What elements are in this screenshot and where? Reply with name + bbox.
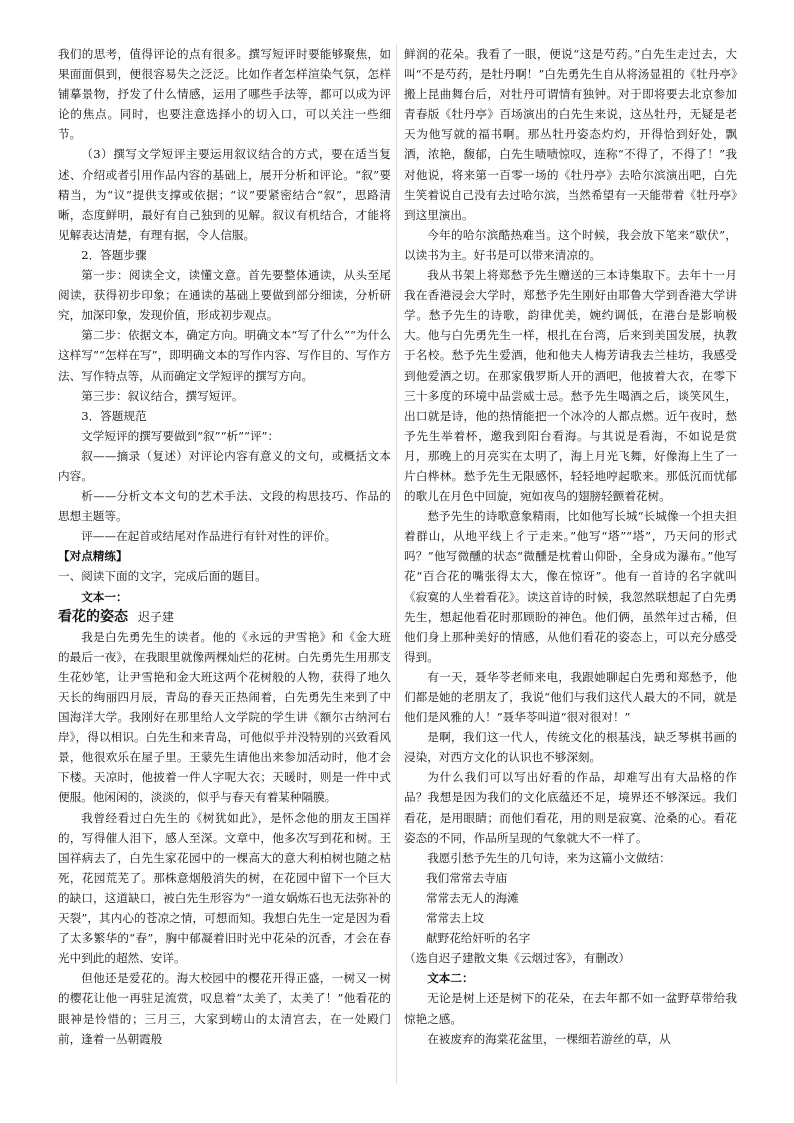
paragraph: 我从书架上将郑愁予先生赠送的三本诗集取下。去年十一月我在香港浸会大学时，郑愁予先生刚好由耶鲁大学到香港大学讲学。愁予先生的诗歌，韵律优美，婉约调低，在港台是影响极大。他与白先勇先生一样，根扎在台湾，后来到美国发展，执教于名校。愁予先生爱酒，他和他夫人梅芳请我去兰桂坊，我感受到他爱酒之切。在那家俄罗斯人开的酒吧，他披着大衣，在零下三十多度的环境中品尝威士忌。愁予先生喝酒之后，谈笑风生，出口就是诗，他的热情能把一个冰冷的人都点燃。近午夜时，愁予先生举着杯，邀我到阳台看海。与其说是看海，不如说是赏月，那晚上的月亮实在太明了，海上月光飞舞，好像海上生了一片白桦林。愁予先生无限感怀，轻轻地哼起歌来。那低沉而忧郁的歌儿在月色中回旋，宛如夜鸟的翅膀轻颤着花树。 — [404, 268, 737, 504]
paragraph: 我是白先勇先生的读者。他的《永远的尹雪艳》和《金大班的最后一夜》，在我眼里就像两棵灿烂的花树。白先勇先生用那支生花妙笔，让尹雪艳和金大班这两个花树般的人物，获得了地久天长的绚丽四月辰，青岛的春天正热闹着，白先勇先生来到了中国海洋大学。我刚好在那里给人文学院的学生讲《额尔古纳河右岸》，得以相识。白先生和来青岛，可他似乎并没特别的兴致看风景，他很欢乐在屋子里。王蒙先生请他出来参加活动时，他才会下楼。天凉时，他披着一件人字呢大衣；天暖时，则是一件中式便服。他闲闲的，淡淡的，似乎与春天有着某种隔膜。 — [58, 629, 391, 805]
section-heading: 3．答题规范 — [81, 408, 147, 423]
paragraph: 叙——摘录（复述）对评论内容有意义的文句，或概括文本内容。 — [58, 448, 391, 483]
paragraph: 为什么我们可以写出好看的作品，却难写出有大品格的作品？我想是因为我们的文化底蕴还不足，境界还不够深远。我们看花，是用眼睛；而他们看花，用的则是寂寞、沧桑的心。看花姿态的不同，作品所呈现的气象就大不一样了。 — [404, 770, 737, 845]
poem-line: 常常去上坟 — [426, 911, 484, 926]
article-title-line — [58, 607, 391, 627]
paragraph: 有一天，聂华苓老师来电，我跟她聊起白先勇和郑愁予，他们都是她的老朋友了，我说“他们与我们这代人最大的不同，就是他们是风雅的人！”聂华苓叫道“很对很对！” — [404, 669, 737, 725]
paragraph: 无论是树上还是树下的花朵，在去年都不如一盆野草带给我惊艳之感。 — [404, 991, 737, 1026]
text-label: 文本一： — [81, 589, 128, 604]
paragraph: 文学短评的撰写要做到“叙”“析”“评”： — [81, 428, 280, 443]
step-3: 第三步：叙议结合，撰写短评。 — [81, 388, 244, 403]
section-heading: 2．答题步骤 — [81, 247, 147, 262]
article-author: 迟子建 — [138, 609, 175, 624]
paragraph: 我们的思考，值得评论的点有很多。撰写短评时要能够聚焦，如果面面俱到，便很容易失之泛泛。比如作者怎样渲染气氛，怎样铺摹景物，抒发了什么情感，运用了哪些手法等，都可以成为评论的焦点。同时，也要注意选择小的切入口，可以关注一些细节。 — [58, 47, 391, 142]
poem-line: 我们常常去寺庙 — [426, 870, 508, 885]
source-note: （选自迟子建散文集《云烟过客》，有删改） — [404, 951, 631, 966]
paragraph: 在被废弃的海棠花盆里，一棵细若游丝的草，从 — [427, 1031, 671, 1046]
article-title: 看花的姿态 — [58, 608, 128, 625]
paragraph: 但他还是爱花的。海大校园中的樱花开得正盛，一树又一树的樱花让他一再驻足流赏，叹息着“太美了，太美了！”他看花的眼神是怜惜的；三月三，大家到崂山的太清宫去，在一处殿门前，逢着一丛朝霞般 — [58, 971, 391, 1046]
paragraph: 愁予先生的诗歌意象精雨，比如他写长城“长城像一个担夫担着群山，从地平线上彳亍走来。”他写“塔”“塔”，乃天问的形式吗？”他写微醺的状态“微醺是枕着山仰卧，全身成为瀑布。”他写花“百合花的嘴张得太大，像在惊讶”。他有一首诗的名字就叫《寂寞的人坐着看花》。读这首诗的时候，我忽然联想起了白先勇先生，想起他看花时那顾盼的神色。他们俩，虽然年过古稀，但他们身上那种美好的情感，从他们看花的姿态上，可以充分感受得到。 — [404, 509, 737, 664]
poem-line: 献野花给奸听的名字 — [426, 931, 531, 946]
paragraph: 鲜润的花朵。我看了一眼，便说“这是芍药。”白先生走过去，大叫“不是芍药，是牡丹啊！”白先勇先生自从将汤显祖的《牡丹亭》搬上昆曲舞台后，对牡丹可谓情有独钟。对于即将要去北京参加青春版《牡丹亭》百场演出的白先生来说，这丛牡丹，无疑是老天为他写就的福书啊。那丛牡丹姿态灼灼，开得恰到好处，飘洒，浓艳，馥郁，白先生啧啧惊叹，连称“不得了，不得了！”我对他说，将来第一百零一场的《牡丹亭》去哈尔滨演出吧，白先生笑着说自己没有去过哈尔滨，当然希望有一天能带着《牡丹亭》到这里演出。 — [404, 47, 737, 222]
paragraph: （3）撰写文学短评主要运用叙议结合的方式，要在适当复述、介绍或者引用作品内容的基础上，展开分析和评论。“叙”要精当，为“议”提供支撑或依据；“议”要紧密结合“叙”，思路清晰，态度鲜明，最好有自己独到的见解。叙议有机结合，才能将见解表达清楚，有理有据，令人信服。 — [58, 147, 391, 242]
paragraph: 我愿引愁予先生的几句诗，来为这篇小文做结： — [427, 850, 671, 865]
paragraph: 析——分析文本文句的艺术手法、文段的构思技巧、作品的思想主题等。 — [58, 489, 391, 524]
question-instruction: 一、阅读下面的文字，完成后面的题目。 — [58, 569, 267, 584]
paragraph: 评——在起首或结尾对作品进行有针对性的评价。 — [81, 529, 337, 544]
step-2: 第二步：依据文本，确定方向。明确文本“写了什么”“为什么这样写”“怎样在写”，即明确文本的写作内容、写作目的、写作方法、写作特点等，从而确定文学短评的撰写方向。 — [58, 328, 391, 383]
paragraph: 我曾经看过白先生的《树犹如此》，是怀念他的朋友王国祥的，写得催人泪下，感人至深。文章中，他多次写到花和树。王国祥病去了，白先生家花园中的一棵高大的意大利柏树也随之枯死，花园荒芜了。那株意烟般消失的树，在花园中留下一个巨大的缺口，这道缺口，被白先生形容为“一道女娲炼石也无法弥补的天裂”，其内心的苍凉之情，可想而知。我想白先生一定是因为看了太多繁华的“春”，胸中郁凝着旧时光中花朵的沉香，才会在春光中到此的超然、安详。 — [58, 810, 391, 966]
right-column — [404, 44, 737, 1049]
step-1: 第一步：阅读全文，读懂文意。首先要整体通读，从头至尾阅读，获得初步印象；在通读的基础上要做到部分细读，分析研究，加深印象，发现价值，形成初步观点。 — [58, 268, 391, 323]
paragraph: 是啊，我们这一代人，传统文化的根基浅，缺乏琴棋书画的浸染，对西方文化的认识也不够深刻。 — [404, 730, 737, 765]
left-column — [58, 44, 391, 1049]
text-label: 文本二： — [427, 971, 474, 986]
column-divider — [396, 44, 397, 1084]
paragraph: 今年的哈尔滨酷热难当。这个时候，我会放下笔来“歇伏”，以读书为主。好书是可以带来清凉的。 — [404, 227, 737, 262]
poem-line: 常常去无人的海滩 — [426, 890, 519, 905]
practice-heading: 【对点精练】 — [58, 549, 128, 564]
